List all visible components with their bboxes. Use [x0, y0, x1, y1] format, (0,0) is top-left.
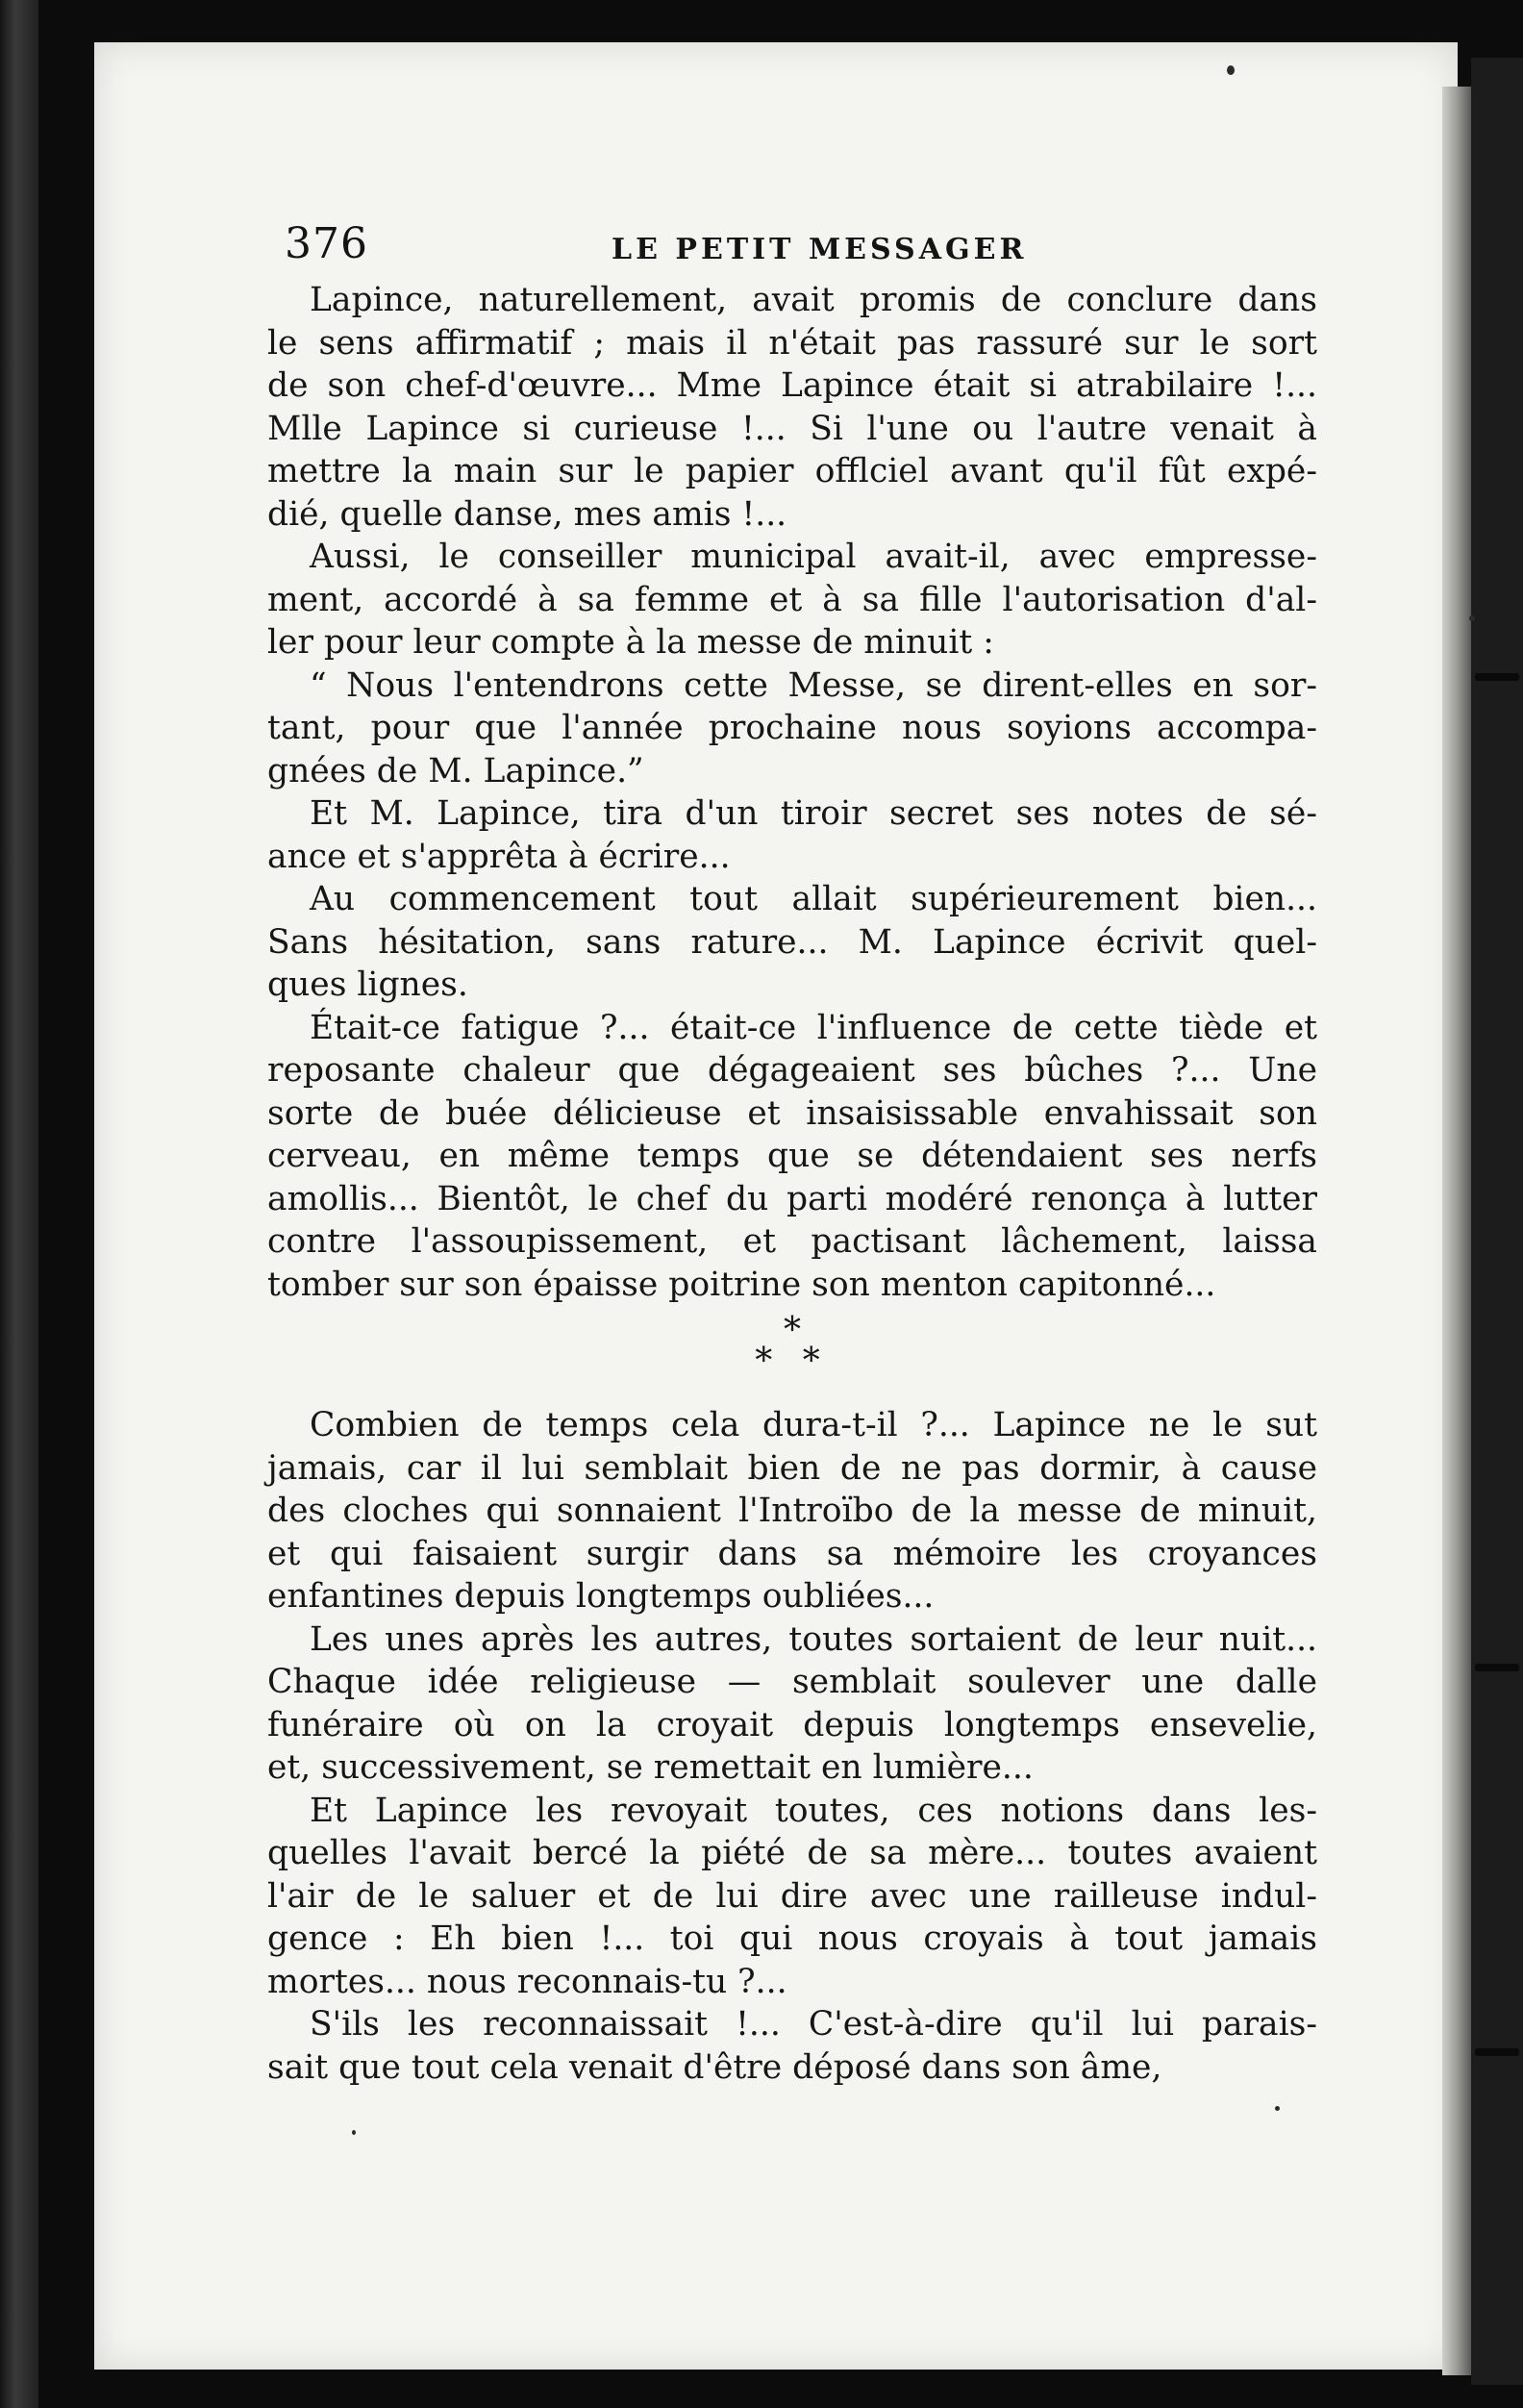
text-line: “ Nous l'entendrons cette Messe, se dirent-elles en sor-	[310, 665, 1317, 705]
text-line: mortes... nous reconnais-tu ?...	[267, 1962, 787, 2001]
text-line: S'ils les reconnaissait !... C'est-à-dire qu'il lui parais-	[310, 2005, 1317, 2044]
text-line: Aussi, le conseiller municipal avait-il, avec empresse-	[310, 538, 1317, 576]
paragraph	[267, 878, 1317, 1007]
text-line: ment, accordé à sa femme et à sa fille l'autorisation d'al-	[267, 580, 1317, 619]
paragraph	[267, 279, 1317, 536]
text-line: Et Lapince les revoyait toutes, ces notions dans les-	[310, 1791, 1317, 1830]
section-break-asterism	[267, 1306, 1317, 1404]
text-line: funéraire où on la croyait depuis longtemps ensevelie,	[267, 1705, 1317, 1744]
paragraph	[267, 1007, 1317, 1307]
dust-speck	[1275, 2106, 1280, 2111]
text-line: de son chef-d'œuvre... Mme Lapince était si atrabilaire !...	[267, 366, 1317, 405]
text-line: tomber sur son épaisse poitrine son menton capitonné...	[267, 1265, 1216, 1304]
paragraph	[267, 1618, 1317, 1790]
edge-mark	[1475, 673, 1519, 681]
page-header	[285, 219, 1323, 277]
text-line: ler pour leur compte à la messe de minuit :	[267, 623, 994, 662]
text-line: tant, pour que l'année prochaine nous soyions accompa-	[267, 709, 1317, 747]
text-line: Était-ce fatigue ?... était-ce l'influence de cette tiède et	[310, 1008, 1317, 1047]
paragraph	[267, 1790, 1317, 2004]
dust-speck	[1227, 65, 1235, 75]
section-after-break	[267, 1404, 1317, 2089]
text-line: gnées de M. Lapince.”	[267, 751, 644, 790]
text-line: Combien de temps cela dura-t-il ?... Lapince ne le sut	[310, 1406, 1317, 1444]
text-line: Sans hésitation, sans rature... M. Lapince écrivit quel-	[267, 922, 1317, 962]
text-line: reposante chaleur que dégageaient ses bûches ?... Une	[267, 1051, 1317, 1090]
dust-speck	[352, 2130, 356, 2135]
text-line: Et M. Lapince, tira d'un tiroir secret ses notes de sé-	[310, 794, 1317, 833]
text-line: enfantines depuis longtemps oubliées...	[267, 1577, 935, 1616]
dust-speck	[1469, 615, 1475, 621]
text-line: sorte de buée délicieuse et insaisissable envahissait son	[267, 1093, 1317, 1133]
asterism-top: *	[784, 1311, 801, 1350]
text-line: jamais, car il lui semblait bien de ne pas dormir, à cause	[267, 1448, 1317, 1488]
text-line: Mlle Lapince si curieuse !... Si l'une ou l'autre venait à	[267, 409, 1317, 448]
text-line: Chaque idée religieuse — semblait soulever une dalle	[267, 1663, 1317, 1701]
section-before-break	[267, 279, 1317, 1306]
text-line: Au commencement tout allait supérieurement bien...	[310, 880, 1317, 918]
book-left-edge	[0, 0, 38, 2408]
paragraph	[267, 2003, 1317, 2089]
text-line: gence : Eh bien !... toi qui nous croyais à tout jamais	[267, 1919, 1317, 1958]
text-line: sait que tout cela venait d'être déposé dans son âme,	[267, 2047, 1162, 2087]
book-binding	[1471, 58, 1523, 2385]
edge-mark	[1475, 1664, 1519, 1671]
edge-mark	[1475, 2048, 1519, 2056]
paragraph	[267, 665, 1317, 793]
text-line: Lapince, naturellement, avait promis de conclure dans	[310, 281, 1317, 319]
text-line: et, successivement, se remettait en lumière...	[267, 1748, 1034, 1787]
text-line: ques lignes.	[267, 966, 468, 1004]
text-line: l'air de le saluer et de lui dire avec une railleuse indul-	[267, 1876, 1317, 1916]
page-number: 376	[285, 219, 368, 268]
text-line: ance et s'apprêta à écrire...	[267, 837, 731, 876]
paragraph	[267, 1404, 1317, 1618]
text-line: dié, quelle danse, mes amis !...	[267, 494, 787, 534]
body-text	[267, 279, 1317, 2089]
asterism-bottom: * *	[755, 1342, 830, 1381]
text-line: Les unes après les autres, toutes sortaient de leur nuit...	[310, 1619, 1317, 1659]
text-line: et qui faisaient surgir dans sa mémoire les croyances	[267, 1534, 1317, 1573]
text-line: contre l'assoupissement, et pactisant lâchement, laissa	[267, 1222, 1317, 1261]
text-line: le sens affirmatif ; mais il n'était pas rassuré sur le sort	[267, 323, 1317, 363]
text-line: cerveau, en même temps que se détendaient ses nerfs	[267, 1137, 1317, 1175]
text-line: quelles l'avait bercé la piété de sa mère... toutes avaient	[267, 1834, 1317, 1872]
text-line: amollis... Bientôt, le chef du parti modéré renonça à lutter	[267, 1179, 1317, 1218]
page-stack-edge	[1442, 87, 1471, 2375]
text-line: des cloches qui sonnaient l'Introïbo de la messe de minuit,	[267, 1492, 1317, 1530]
running-head: LE PETIT MESSAGER	[612, 233, 1028, 266]
text-line: mettre la main sur le papier offlciel avant qu'il fût expé-	[267, 452, 1317, 490]
paragraph	[267, 792, 1317, 878]
paragraph	[267, 536, 1317, 665]
